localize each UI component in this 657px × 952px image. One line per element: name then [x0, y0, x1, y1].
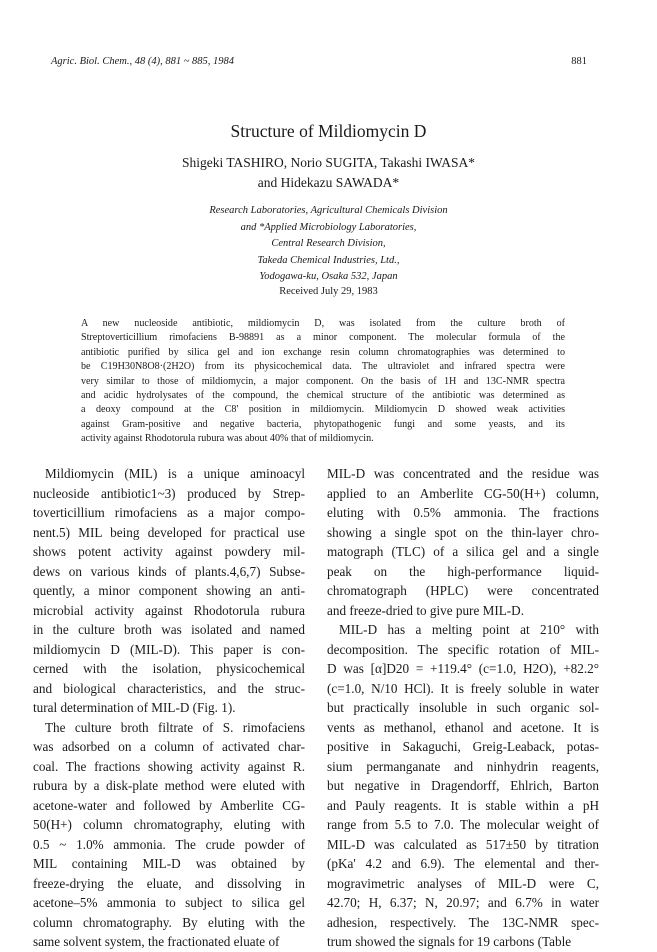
body-column-right	[327, 464, 599, 952]
text-line: D was [α]D20 = +119.4° (c=1.0, H2O), +82.2°	[327, 661, 599, 676]
affiliation-line: Research Laboratories, Agricultural Chemicals Division	[209, 205, 448, 216]
text-line: very similar to those of mildiomycin, a major component. On the basis of 1H and 13C-NMR spectra	[81, 375, 565, 387]
text-line: trum showed the signals for 19 carbons (Table	[327, 934, 572, 949]
text-line: a deoxy compound at the C8' position in mildiomycin. Mildiomycin D showed weak activities	[81, 404, 565, 416]
text-line: microbial activity against Rhodotorula rubura	[33, 602, 305, 618]
text-line: was adsorbed on a column of activated char-	[33, 739, 305, 754]
text-line: mogravimetric analyses of MIL-D were C,	[327, 875, 599, 891]
text-line: tural determination of MIL-D (Fig. 1).	[33, 700, 236, 715]
text-line: and freeze-dried to give pure MIL-D.	[327, 602, 524, 618]
running-header	[51, 56, 587, 67]
text-line: cerned with the isolation, physicochemical	[33, 661, 305, 676]
text-line: 50(H+) column chromatography, eluting with	[33, 817, 305, 832]
text-line: rubura by a disk-plate method were eluted with	[33, 778, 305, 793]
text-line: (c=1.0, N/10 HCl). It is freely soluble in water	[327, 680, 599, 696]
author-line: Shigeki TASHIRO, Norio SUGITA, Takashi IWASA*	[181, 155, 475, 170]
text-line: dews on various kinds of plants.4,6,7) Subse-	[33, 563, 305, 579]
text-line: 42.70; H, 6.37; N, 20.97; and 6.7% in water	[327, 895, 599, 910]
text-line: activity against Rhodotorula rubura was about 40% that of mildiomycin.	[81, 433, 374, 445]
text-line: showing a single spot on the thin-layer chro-	[327, 524, 599, 540]
page-number: 881	[571, 56, 587, 67]
text-line: Streptoverticillium rimofaciens B-98891 as a minor component. The molecular formula of the	[81, 332, 565, 344]
text-line: MIL-D has a melting point at 210° with	[339, 622, 599, 637]
text-line: vents as methanol, ethanol and acetone. It is	[327, 719, 599, 735]
text-line: nucleoside antibiotic1~3) produced by Strep-	[33, 485, 305, 501]
author-line: and Hidekazu SAWADA*	[257, 175, 400, 190]
author-list	[0, 153, 657, 193]
text-line: and Pauly reagents. It is stable within a pH	[327, 797, 599, 813]
text-line: MIL containing MIL-D was obtained by	[33, 856, 305, 871]
affiliation-line: Takeda Chemical Industries, Ltd.,	[257, 254, 400, 266]
text-line: coal. The fractions showing activity against R.	[33, 758, 305, 774]
text-line: same solvent system, the fractionated eluate of	[33, 934, 280, 949]
text-line: range from 5.5 to 7.0. The molecular weight of	[327, 817, 599, 832]
text-line: against Gram-positive and negative bacteria, phytopathogenic fungi and some yeasts, and its	[81, 418, 565, 430]
text-line: quently, a minor component showing an anti-	[33, 583, 305, 598]
affiliation-block	[0, 203, 657, 286]
text-line: acetone–5% ammonia to subject to silica gel	[33, 895, 305, 910]
text-line: freeze-drying the eluate, and dissolving in	[33, 875, 305, 891]
text-line: matograph (TLC) of a silica gel and a single	[327, 544, 599, 559]
text-line: Mildiomycin (MIL) is a unique aminoacyl	[45, 466, 305, 481]
text-line: 0.5 ~ 1.0% ammonia. The crude powder of	[33, 836, 305, 852]
text-line: MIL-D was concentrated and the residue was	[327, 466, 599, 481]
text-line: shows potent activity against powdery mil-	[33, 544, 305, 559]
text-line: adhesion, respectively. The 13C-NMR spec-	[327, 914, 599, 930]
text-line: positive in Sakaguchi, Greig-Leaback, potas-	[327, 739, 599, 754]
body-column-left	[33, 464, 305, 952]
text-line: applied to an Amberlite CG-50(H+) column,	[327, 485, 599, 501]
text-line: peak on the high-performance liquid-	[327, 563, 599, 579]
text-line: eluting with 0.5% ammonia. The fractions	[327, 505, 599, 520]
text-line: (pKa' 4.2 and 6.9). The elemental and ther-	[327, 856, 599, 871]
text-line: column chromatography. By eluting with the	[33, 914, 305, 930]
text-line: chromatograph (HPLC) were concentrated	[327, 583, 599, 598]
text-line: nent.5) MIL being developed for practical use	[33, 524, 305, 540]
text-line: toverticillium rimofaciens as a major compo-	[33, 505, 305, 520]
text-line: in the culture broth was isolated and named	[33, 622, 305, 637]
affiliation-line: and *Applied Microbiology Laboratories,	[240, 221, 417, 233]
text-line: acetone-water and followed by Amberlite CG-	[33, 797, 305, 813]
text-line: A new nucleoside antibiotic, mildiomycin D, was isolated from the culture broth of	[81, 318, 565, 329]
text-line: and biological characteristics, and the struc-	[33, 680, 305, 696]
text-line: The culture broth filtrate of S. rimofaciens	[45, 719, 305, 735]
affiliation-line: Yodogawa-ku, Osaka 532, Japan	[259, 271, 398, 282]
text-line: be C19H30N8O8·(2H2O) from its physicochemical data. The ultraviolet and infrared spectra were	[81, 361, 565, 373]
abstract	[81, 317, 565, 447]
received-date: Received July 29, 1983	[279, 286, 378, 297]
text-line: but negative in Dragendorff, Ehlrich, Barton	[327, 778, 599, 793]
text-line: but practically insoluble in such organic sol-	[327, 700, 599, 715]
journal-citation: Agric. Biol. Chem., 48 (4), 881 ~ 885, 1984	[51, 56, 234, 67]
text-line: mildiomycin D (MIL-D). This paper is con-	[33, 641, 305, 657]
text-line: sium permanganate and ninhydrin reagents,	[327, 758, 599, 774]
text-line: decomposition. The specific rotation of MIL-	[327, 641, 599, 657]
article-title: Structure of Mildiomycin D	[230, 121, 427, 141]
text-line: antibiotic purified by silica gel and ion exchange resin column chromatographies was determined to	[81, 346, 565, 358]
text-line: and acidic hydrolysates of the compound, the chemical structure of the antibiotic was determined as	[81, 389, 565, 401]
text-line: MIL-D was calculated as 517±50 by titration	[327, 836, 599, 852]
affiliation-line: Central Research Division,	[271, 238, 386, 249]
